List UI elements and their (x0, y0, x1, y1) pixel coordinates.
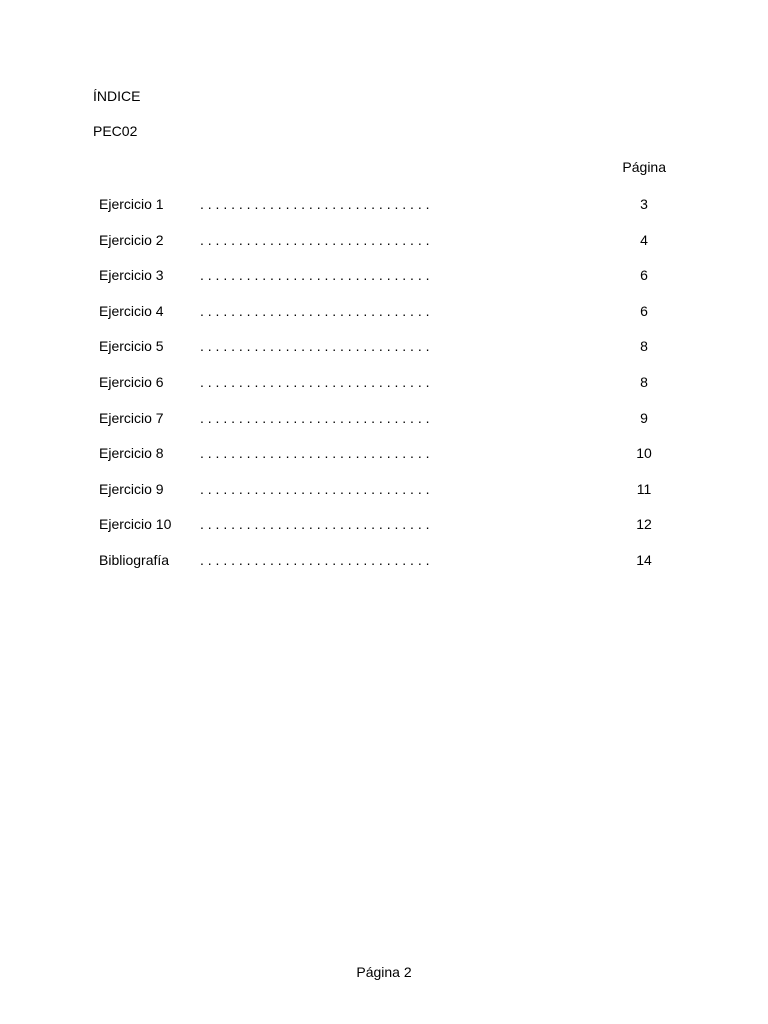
toc-entry-label: Ejercicio 7 (99, 409, 164, 426)
toc-entry-label: Bibliografía (99, 551, 170, 568)
document-subtitle: PEC02 (93, 123, 138, 139)
toc-leader-dots: . . . . . . . . . . . . . . . . . . . . . . . . . . . . . . (200, 445, 430, 462)
page-title: ÍNDICE (93, 88, 141, 104)
toc-entry[interactable] (99, 373, 659, 409)
toc-entry-label: Ejercicio 4 (99, 302, 164, 319)
toc-entry-page: 10 (636, 445, 652, 462)
toc-entry-page: 6 (640, 302, 648, 319)
toc-leader-dots: . . . . . . . . . . . . . . . . . . . . . . . . . . . . . . (200, 267, 430, 284)
toc-entry[interactable] (99, 231, 659, 267)
toc-entry[interactable] (99, 515, 659, 551)
toc-entry[interactable] (99, 444, 659, 480)
toc-entry[interactable] (99, 337, 659, 373)
toc-entry-page: 4 (640, 231, 648, 248)
toc-entry[interactable] (99, 480, 659, 516)
toc-leader-dots: . . . . . . . . . . . . . . . . . . . . . . . . . . . . . . (200, 338, 430, 355)
toc-entry-page: 6 (640, 267, 648, 284)
toc-entry-page: 3 (640, 196, 648, 212)
toc-entry-page: 8 (640, 373, 648, 390)
toc-leader-dots: . . . . . . . . . . . . . . . . . . . . . . . . . . . . . . (200, 302, 430, 319)
toc-entry-page: 9 (640, 409, 648, 426)
toc-entry-label: Ejercicio 8 (99, 445, 164, 462)
page-column-header: Página (622, 159, 666, 175)
toc-entry-label: Ejercicio 1 (99, 196, 164, 212)
toc-entry[interactable] (99, 409, 659, 445)
toc-entry[interactable] (99, 551, 659, 587)
toc-leader-dots: . . . . . . . . . . . . . . . . . . . . . . . . . . . . . . (200, 409, 430, 426)
toc-entry-page: 8 (640, 338, 648, 355)
toc-leader-dots: . . . . . . . . . . . . . . . . . . . . . . . . . . . . . . (200, 231, 430, 248)
toc-entry-label: Ejercicio 3 (99, 267, 164, 284)
toc-entry-page: 12 (636, 516, 652, 533)
table-of-contents (99, 195, 659, 587)
toc-entry[interactable] (99, 266, 659, 302)
toc-leader-dots: . . . . . . . . . . . . . . . . . . . . . . . . . . . . . . (200, 480, 430, 497)
toc-leader-dots: . . . . . . . . . . . . . . . . . . . . . . . . . . . . . . (200, 196, 430, 212)
toc-leader-dots: . . . . . . . . . . . . . . . . . . . . . . . . . . . . . . (200, 516, 430, 533)
toc-leader-dots: . . . . . . . . . . . . . . . . . . . . . . . . . . . . . . (200, 551, 430, 568)
toc-entry[interactable] (99, 302, 659, 338)
toc-entry-page: 14 (636, 551, 652, 568)
toc-entry-label: Ejercicio 2 (99, 231, 164, 248)
toc-entry-label: Ejercicio 10 (99, 516, 172, 533)
toc-entry-label: Ejercicio 9 (99, 480, 164, 497)
toc-leader-dots: . . . . . . . . . . . . . . . . . . . . . . . . . . . . . . (200, 373, 430, 390)
toc-entry-label: Ejercicio 6 (99, 373, 164, 390)
toc-entry-page: 11 (636, 480, 652, 497)
toc-entry[interactable] (99, 195, 659, 231)
toc-entry-label: Ejercicio 5 (99, 338, 164, 355)
page-footer: Página 2 (356, 964, 412, 980)
